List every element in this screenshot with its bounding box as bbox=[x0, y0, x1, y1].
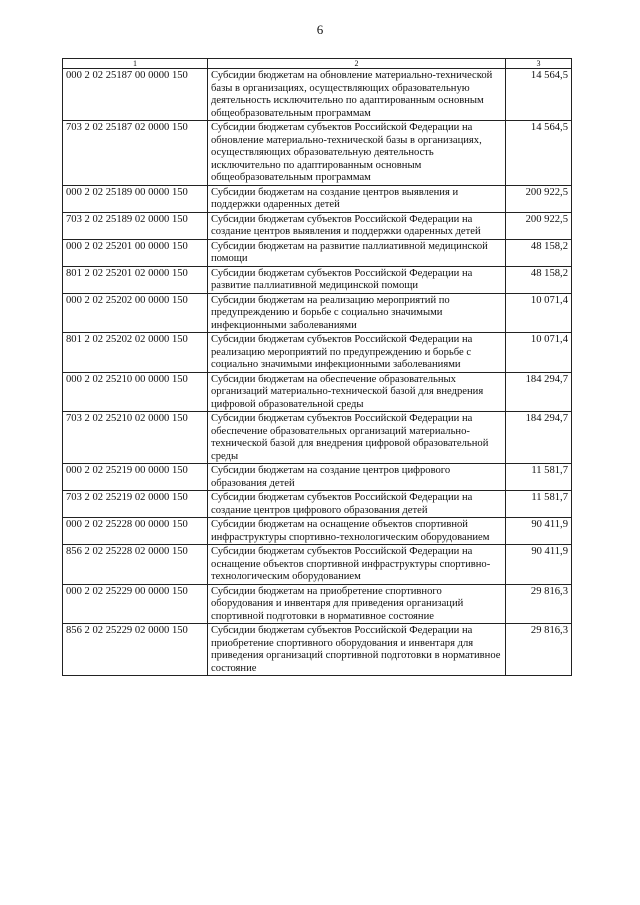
code-cell: 801 2 02 25202 02 0000 150 bbox=[63, 333, 208, 373]
table-row bbox=[63, 624, 572, 676]
amount-cell: 184 294,7 bbox=[506, 372, 572, 412]
name-cell: Субсидии бюджетам субъектов Российской Федерации на создание центров цифрового образования детей bbox=[208, 491, 506, 518]
amount-cell: 200 922,5 bbox=[506, 212, 572, 239]
table-row bbox=[63, 266, 572, 293]
table-row bbox=[63, 69, 572, 121]
amount-cell: 10 071,4 bbox=[506, 333, 572, 373]
amount-cell: 48 158,2 bbox=[506, 239, 572, 266]
column-number-3: 3 bbox=[506, 59, 572, 69]
table-row bbox=[63, 545, 572, 585]
code-cell: 000 2 02 25229 00 0000 150 bbox=[63, 584, 208, 624]
name-cell: Субсидии бюджетам на развитие паллиативной медицинской помощи bbox=[208, 239, 506, 266]
name-cell: Субсидии бюджетам субъектов Российской Федерации на создание центров выявления и поддержки одаренных детей bbox=[208, 212, 506, 239]
code-cell: 801 2 02 25201 02 0000 150 bbox=[63, 266, 208, 293]
name-cell: Субсидии бюджетам субъектов Российской Федерации на реализацию мероприятий по предупреждению и борьбе с социально значимыми инфекционными заболеваниями bbox=[208, 333, 506, 373]
amount-cell: 184 294,7 bbox=[506, 412, 572, 464]
code-cell: 856 2 02 25228 02 0000 150 bbox=[63, 545, 208, 585]
name-cell: Субсидии бюджетам на создание центров цифрового образования детей bbox=[208, 464, 506, 491]
column-number-row bbox=[63, 59, 572, 69]
amount-cell: 14 564,5 bbox=[506, 69, 572, 121]
table-row bbox=[63, 212, 572, 239]
table-row bbox=[63, 584, 572, 624]
budget-table bbox=[62, 58, 572, 676]
table-row bbox=[63, 121, 572, 186]
column-number-2: 2 bbox=[208, 59, 506, 69]
name-cell: Субсидии бюджетам на приобретение спортивного оборудования и инвентаря для приведения организаций спортивной подготовки в нормативное состояние bbox=[208, 584, 506, 624]
table-row bbox=[63, 372, 572, 412]
name-cell: Субсидии бюджетам на обновление материально-технической базы в организациях, осуществляющих образовательную деятельность исключительно по адаптированным основным общеобразовательным программам bbox=[208, 69, 506, 121]
table-row bbox=[63, 464, 572, 491]
table-row bbox=[63, 412, 572, 464]
table-row bbox=[63, 333, 572, 373]
code-cell: 000 2 02 25201 00 0000 150 bbox=[63, 239, 208, 266]
code-cell: 856 2 02 25229 02 0000 150 bbox=[63, 624, 208, 676]
table-row bbox=[63, 185, 572, 212]
code-cell: 000 2 02 25210 00 0000 150 bbox=[63, 372, 208, 412]
amount-cell: 200 922,5 bbox=[506, 185, 572, 212]
code-cell: 000 2 02 25219 00 0000 150 bbox=[63, 464, 208, 491]
code-cell: 000 2 02 25228 00 0000 150 bbox=[63, 518, 208, 545]
amount-cell: 90 411,9 bbox=[506, 545, 572, 585]
amount-cell: 14 564,5 bbox=[506, 121, 572, 186]
amount-cell: 10 071,4 bbox=[506, 293, 572, 333]
table-row bbox=[63, 491, 572, 518]
page-number: 6 bbox=[316, 22, 324, 37]
name-cell: Субсидии бюджетам на обеспечение образовательных организаций материально-технической базой для внедрения цифровой образовательной среды bbox=[208, 372, 506, 412]
code-cell: 000 2 02 25187 00 0000 150 bbox=[63, 69, 208, 121]
code-cell: 703 2 02 25187 02 0000 150 bbox=[63, 121, 208, 186]
table-row bbox=[63, 518, 572, 545]
name-cell: Субсидии бюджетам субъектов Российской Федерации на приобретение спортивного оборудования и инвентаря для приведения организаций спортивной подготовки в нормативное состояние bbox=[208, 624, 506, 676]
amount-cell: 90 411,9 bbox=[506, 518, 572, 545]
table-row bbox=[63, 239, 572, 266]
amount-cell: 48 158,2 bbox=[506, 266, 572, 293]
name-cell: Субсидии бюджетам субъектов Российской Федерации на развитие паллиативной медицинской помощи bbox=[208, 266, 506, 293]
name-cell: Субсидии бюджетам субъектов Российской Федерации на оснащение объектов спортивной инфраструктуры спортивно-технологическим оборудованием bbox=[208, 545, 506, 585]
name-cell: Субсидии бюджетам субъектов Российской Федерации на обновление материально-технической базы в организациях, осуществляющих образовательную деятельность исключительно по адаптированным основным общеобразовательным программам bbox=[208, 121, 506, 186]
column-number-1: 1 bbox=[63, 59, 208, 69]
code-cell: 703 2 02 25219 02 0000 150 bbox=[63, 491, 208, 518]
amount-cell: 29 816,3 bbox=[506, 584, 572, 624]
amount-cell: 11 581,7 bbox=[506, 464, 572, 491]
table-row bbox=[63, 293, 572, 333]
name-cell: Субсидии бюджетам на создание центров выявления и поддержки одаренных детей bbox=[208, 185, 506, 212]
code-cell: 000 2 02 25202 00 0000 150 bbox=[63, 293, 208, 333]
name-cell: Субсидии бюджетам на реализацию мероприятий по предупреждению и борьбе с социально значимыми инфекционными заболеваниями bbox=[208, 293, 506, 333]
name-cell: Субсидии бюджетам на оснащение объектов спортивной инфраструктуры спортивно-технологическим оборудованием bbox=[208, 518, 506, 545]
amount-cell: 11 581,7 bbox=[506, 491, 572, 518]
name-cell: Субсидии бюджетам субъектов Российской Федерации на обеспечение образовательных организаций материально-технической базой для внедрения цифровой образовательной среды bbox=[208, 412, 506, 464]
code-cell: 703 2 02 25210 02 0000 150 bbox=[63, 412, 208, 464]
code-cell: 703 2 02 25189 02 0000 150 bbox=[63, 212, 208, 239]
code-cell: 000 2 02 25189 00 0000 150 bbox=[63, 185, 208, 212]
amount-cell: 29 816,3 bbox=[506, 624, 572, 676]
